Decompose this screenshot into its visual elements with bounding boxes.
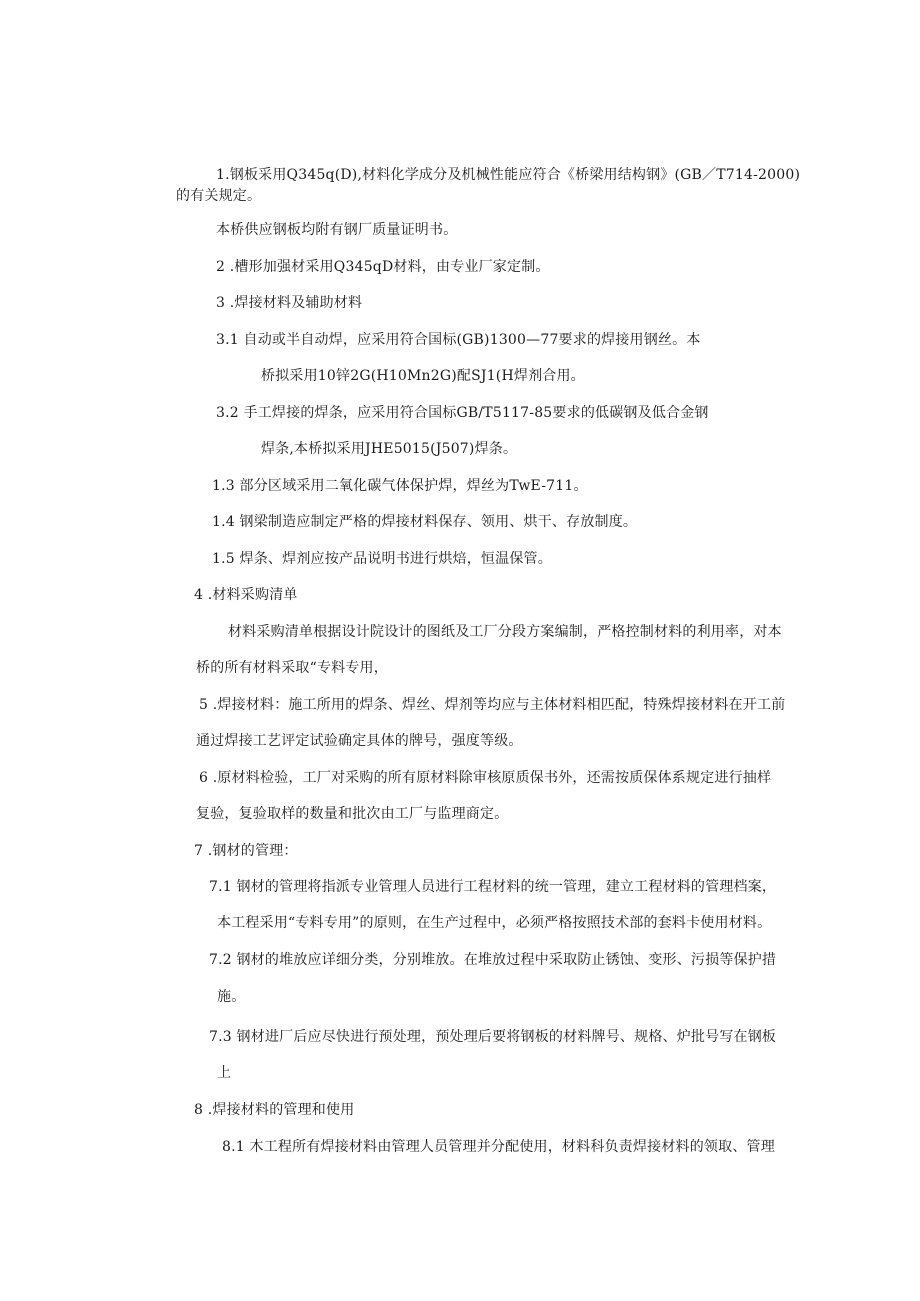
item-1-4: 1.4 钢梁制造应制定严格的焊接材料保存、领用、烘干、存放制度。 bbox=[212, 514, 638, 530]
item-8-1-line-1: 8.1 木工程所有焊接材料由管理人员管理并分配使用，材料科负责焊接材料的领取、管理 bbox=[222, 1139, 775, 1155]
item-4-heading: 4 .材料采购清单 bbox=[194, 587, 298, 603]
item-7-3-line-1: 7.3 钢材进厂后应尽快进行预处理，预处理后要将钢板的材料牌号、规格、炉批号写在钢板 bbox=[209, 1029, 777, 1045]
item-5-line-1: 5 .焊接材料：施工所用的焊条、焊丝、焊剂等均应与主体材料相匹配，特殊焊接材料在开工前 bbox=[199, 697, 786, 713]
item-6-line-2: 复验，复验取样的数量和批次由工厂与监理商定。 bbox=[196, 806, 509, 822]
para-1-line-2: 的有关规定。 bbox=[176, 188, 262, 204]
item-7-heading: 7 .钢材的管理： bbox=[194, 843, 298, 859]
item-1-3: 1.3 部分区域采用二氧化碳气体保护焊，焊丝为TwE-711。 bbox=[212, 478, 588, 494]
item-1-5: 1.5 焊条、焊剂应按产品说明书进行烘焙，恒温保管。 bbox=[212, 551, 552, 567]
item-2: 2 .槽形加强材采用Q345qD材料，由专业厂家定制。 bbox=[216, 259, 550, 275]
item-3-1-line-1: 3.1 自动或半自动焊，应采用符合国标(GB)1300—77要求的焊接用钢丝。本 bbox=[216, 332, 701, 348]
item-8-heading: 8 .焊接材料的管理和使用 bbox=[194, 1102, 355, 1118]
para-steel-certificate: 本桥供应钢板均附有钢厂质量证明书。 bbox=[216, 222, 458, 238]
item-7-3-line-2: 上 bbox=[217, 1065, 232, 1081]
item-7-1-line-1: 7.1 钢材的管理将指派专业管理人员进行工程材料的统一管理，建立工程材料的管理档案， bbox=[209, 879, 777, 895]
item-3-2-line-2: 焊条,本桥拟采用JHE5015(J507)焊条。 bbox=[261, 441, 518, 457]
item-5-line-2: 通过焊接工艺评定试验确定具体的牌号，强度等级。 bbox=[196, 733, 523, 749]
item-3-heading: 3 .焊接材料及辅助材料 bbox=[216, 295, 363, 311]
item-6-line-1: 6 .原材料检验，工厂对采购的所有原材料除审核原质保书外，还需按质保体系规定进行抽样 bbox=[199, 770, 772, 786]
item-3-2-line-1: 3.2 手工焊接的焊条，应采用符合国标GB/T5117-85要求的低碳钢及低合金钢 bbox=[216, 405, 709, 421]
item-4-line-2: 桥的所有材料采取“专料专用， bbox=[196, 660, 388, 676]
para-1-line-1: 1.钢板采用Q345q(D),材料化学成分及机械性能应符合《桥梁用结构钢》(GB／T714-2000) bbox=[216, 167, 801, 183]
item-7-2-line-1: 7.2 钢材的堆放应详细分类，分别堆放。在堆放过程中采取防止锈蚀、变形、污损等保护措 bbox=[209, 952, 777, 968]
item-7-2-line-2: 施。 bbox=[217, 989, 246, 1005]
item-4-line-1: 材料采购清单根据设计院设计的图纸及工厂分段方案编制，严格控制材料的利用率，对本 bbox=[228, 624, 782, 640]
item-7-1-line-2: 本工程采用“专料专用”的原则，在生产过程中，必须严格按照技术部的套料卡使用材料。 bbox=[217, 915, 772, 931]
item-3-1-line-2: 桥拟采用10锌2G(H10Mn2G)配SJ1(H焊剂合用。 bbox=[261, 368, 585, 384]
